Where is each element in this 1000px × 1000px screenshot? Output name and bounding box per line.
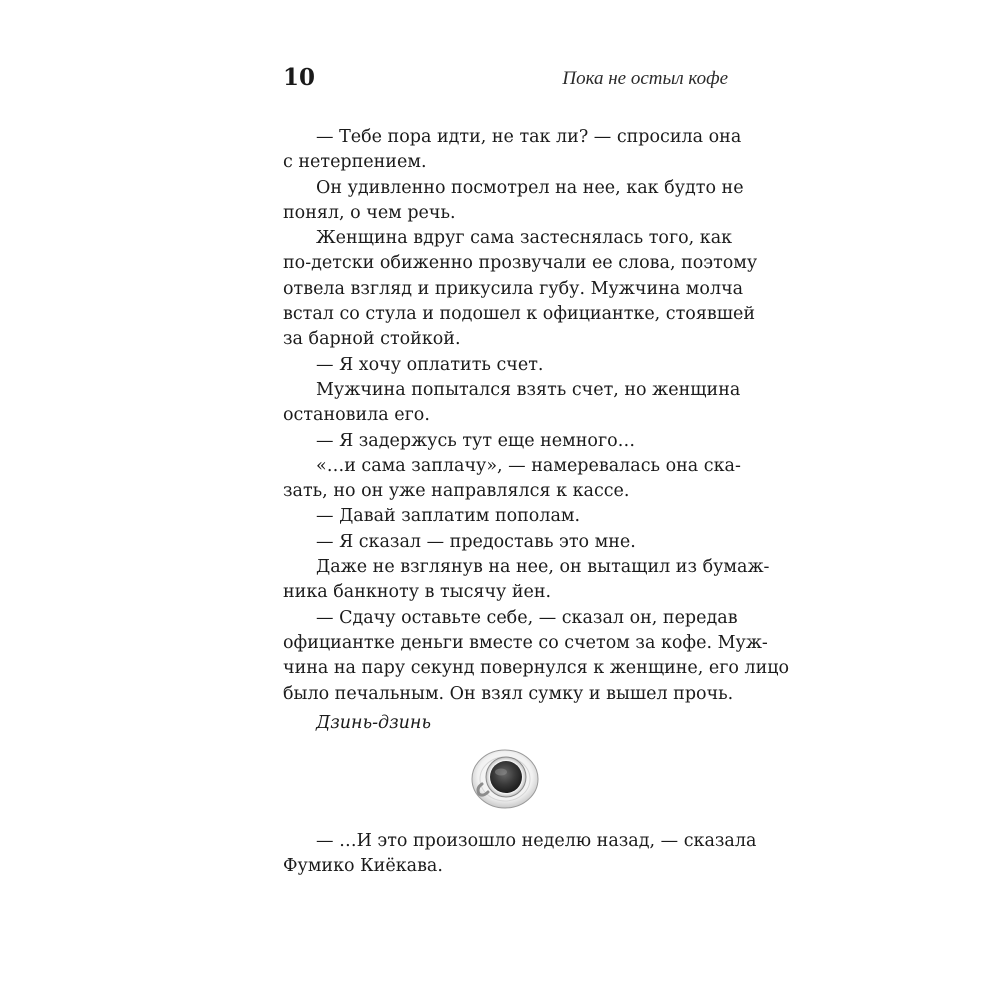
text-line: — Я хочу оплатить счет. bbox=[316, 354, 544, 375]
text-line: — Давай заплатим пополам. bbox=[316, 506, 581, 527]
text-line: — Я сказал — предоставь это мне. bbox=[316, 531, 636, 552]
text-line: — …И это произошло неделю назад, — сказала bbox=[316, 831, 757, 851]
text-line: Женщина вдруг сама застеснялась того, как bbox=[316, 228, 733, 249]
text-line: понял, о чем речь. bbox=[283, 202, 456, 223]
text-line: официантке деньги вместе со счетом за кофе. Муж- bbox=[283, 632, 768, 653]
text-line: по-детски обиженно прозвучали ее слова, поэтому bbox=[283, 253, 758, 274]
text-line: встал со стула и подошел к официантке, стоявшей bbox=[283, 304, 755, 325]
text-line: за барной стойкой. bbox=[283, 329, 461, 350]
page-number: 10 bbox=[283, 64, 316, 91]
text-line: зать, но он уже направлялся к кассе. bbox=[283, 481, 630, 502]
text-line: Даже не взглянув на нее, он вытащил из бумаж- bbox=[316, 557, 770, 578]
text-line: остановила его. bbox=[283, 405, 430, 426]
text-line: — Сдачу оставьте себе, — сказал он, передав bbox=[316, 607, 738, 628]
body-text bbox=[283, 125, 790, 707]
text-line: было печальным. Он взял сумку и вышел прочь. bbox=[283, 683, 734, 704]
coffee-cup-icon bbox=[470, 748, 540, 810]
scene-break-text: Дзинь-дзинь bbox=[316, 713, 431, 733]
text-line: — Я задержусь тут еще немного… bbox=[316, 430, 636, 451]
page-header bbox=[283, 60, 728, 100]
text-line: Мужчина попытался взять счет, но женщина bbox=[316, 379, 741, 400]
text-line: с нетерпением. bbox=[283, 152, 427, 173]
text-line: чина на пару секунд повернулся к женщине, его лицо bbox=[283, 658, 790, 679]
running-title: Пока не остыл кофе bbox=[562, 68, 728, 89]
closing-text bbox=[283, 829, 757, 880]
text-line: Он удивленно посмотрел на нее, как будто не bbox=[316, 177, 744, 198]
text-line: «…и сама заплачу», — намеревалась она ска- bbox=[316, 455, 741, 476]
text-line: Фумико Киёкава. bbox=[283, 856, 443, 877]
text-line: ника банкноту в тысячу йен. bbox=[283, 582, 552, 603]
text-line: отвела взгляд и прикусила губу. Мужчина молча bbox=[283, 278, 744, 299]
text-line: — Тебе пора идти, не так ли? — спросила она bbox=[316, 127, 742, 147]
